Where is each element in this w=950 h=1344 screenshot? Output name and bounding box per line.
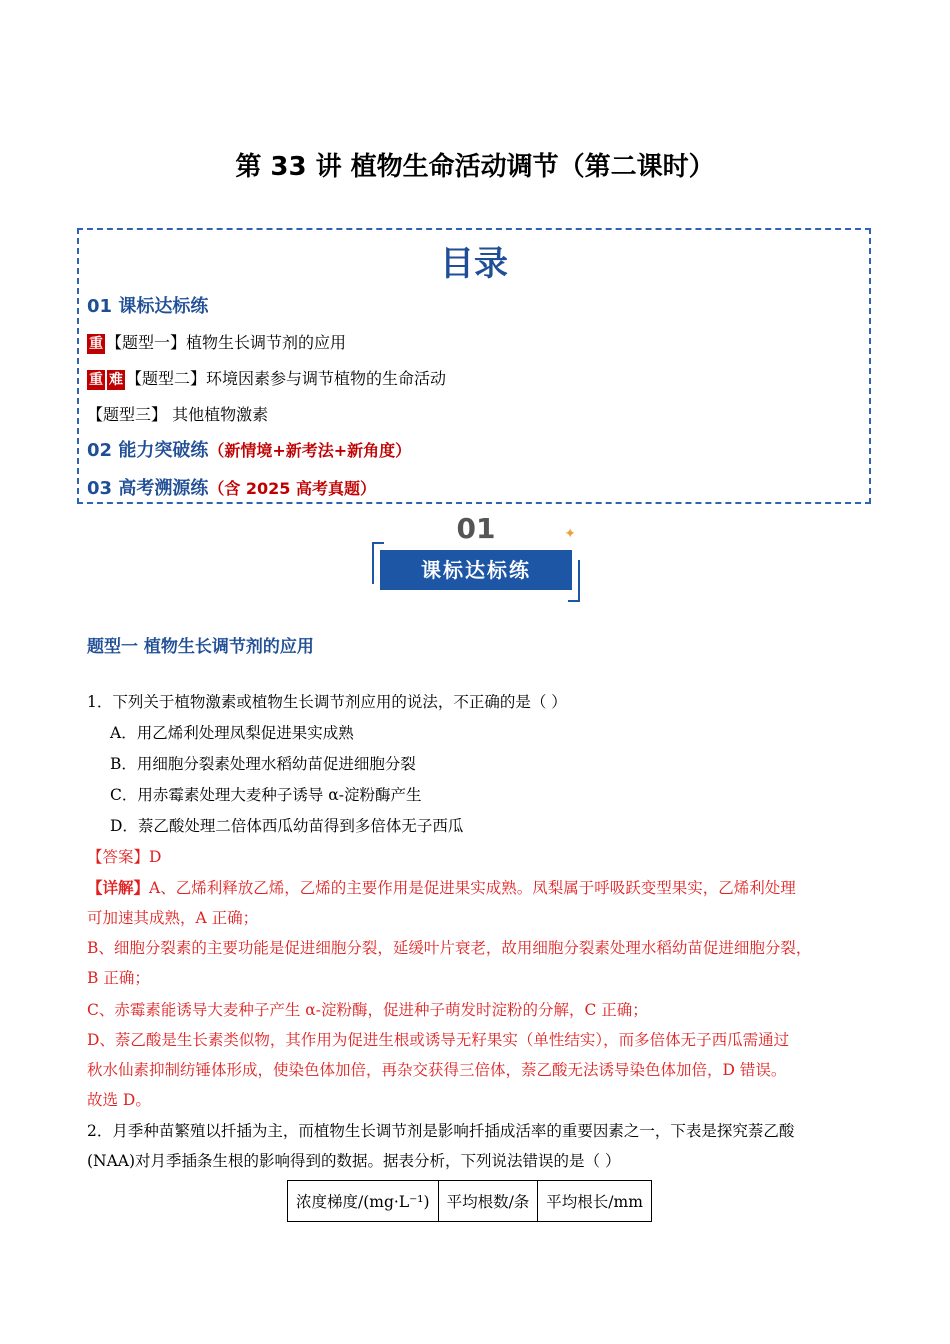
- table-header-cell: 平均根数/条: [438, 1181, 538, 1222]
- table-header-row: [288, 1181, 652, 1222]
- toc-part3[interactable]: [87, 474, 376, 500]
- question-1-detail-line: 可加速其成熟，A 正确；: [87, 909, 259, 927]
- toc-type2[interactable]: [87, 366, 446, 390]
- question-2-stem-line: 2．月季种苗繁殖以扦插为主，而植物生长调节剂是影响扦插成活率的重要因素之一，下表是探究萘乙酸: [87, 1122, 795, 1140]
- question-1-detail-line: 秋水仙素抑制纺锤体形成，使染色体加倍，再杂交获得三倍体，萘乙酸无法诱导染色体加倍，D 错误。: [87, 1061, 787, 1079]
- key-tag: 重: [89, 372, 103, 388]
- answer-value: D: [149, 848, 162, 866]
- question-2-stem-line: (NAA)对月季插条生根的影响得到的数据。据表分析，下列说法错误的是（ ）: [87, 1152, 621, 1170]
- toc-part3-label: 03 高考溯源练: [87, 478, 209, 499]
- sparkle-icon: ✦: [564, 526, 576, 542]
- section-heading: 题型一 植物生长调节剂的应用: [87, 637, 314, 657]
- question-1-detail-line: B 正确；: [87, 969, 150, 987]
- banner-number: 01: [456, 512, 496, 545]
- question-1-detail-line: 故选 D。: [87, 1091, 151, 1109]
- toc-type1[interactable]: [87, 330, 346, 354]
- detail-label: 【详解】: [87, 878, 150, 897]
- toc-type3[interactable]: 【题型三】 其他植物激素: [87, 405, 269, 424]
- answer-label: 【答案】: [87, 848, 150, 866]
- section-banner: [372, 512, 580, 592]
- question-1-answer: [87, 845, 161, 867]
- question-1-detail-line: D、萘乙酸是生长素类似物，其作用为促进生根或诱导无籽果实（单性结实），而多倍体无子西瓜需通过: [87, 1031, 790, 1049]
- question-1-option-d: D．萘乙酸处理二倍体西瓜幼苗得到多倍体无子西瓜: [110, 817, 464, 835]
- toc-type1-text: 【题型一】植物生长调节剂的应用: [106, 333, 347, 352]
- data-table: [287, 1180, 652, 1222]
- question-1-detail-line: C、赤霉素能诱导大麦种子产生 α-淀粉酶，促进种子萌发时淀粉的分解，C 正确；: [87, 1001, 648, 1019]
- table-of-contents: [77, 228, 871, 504]
- question-1-stem: 1．下列关于植物激素或植物生长调节剂应用的说法，不正确的是（ ）: [87, 693, 567, 711]
- question-1-detail-line: B、细胞分裂素的主要功能是促进细胞分裂，延缓叶片衰老，故用细胞分裂素处理水稻幼苗促进细胞分裂，: [87, 939, 812, 957]
- toc-part3-note: （含 2025 高考真题）: [208, 479, 377, 498]
- key-tag: 重: [89, 336, 103, 352]
- question-1-detail-line: 【详解】A、乙烯利释放乙烯，乙烯的主要作用是促进果实成熟。凤梨属于呼吸跃变型果实，乙烯利处理: [87, 878, 796, 897]
- question-1-option-b: B．用细胞分裂素处理水稻幼苗促进细胞分裂: [110, 755, 416, 773]
- toc-part2-label: 02 能力突破练: [87, 440, 209, 461]
- toc-type2-text: 【题型二】环境因素参与调节植物的生命活动: [126, 369, 447, 388]
- question-1-option-c: C．用赤霉素处理大麦种子诱导 α-淀粉酶产生: [110, 786, 422, 804]
- table-header-cell: 平均根长/mm: [538, 1181, 652, 1222]
- toc-part2[interactable]: [87, 436, 411, 462]
- table-header-cell: 浓度梯度/(mg·L⁻¹): [288, 1181, 439, 1222]
- toc-heading: 目录: [440, 244, 508, 284]
- toc-part1[interactable]: 01 课标达标练: [87, 296, 209, 317]
- question-1-option-a: A．用乙烯利处理凤梨促进果实成熟: [110, 724, 354, 742]
- banner-label: 课标达标练: [380, 550, 572, 590]
- toc-part2-note: （新情境+新考法+新角度）: [208, 441, 412, 460]
- page-title: 第 33 讲 植物生命活动调节（第二课时）: [235, 152, 715, 182]
- hard-tag: 难: [106, 370, 125, 390]
